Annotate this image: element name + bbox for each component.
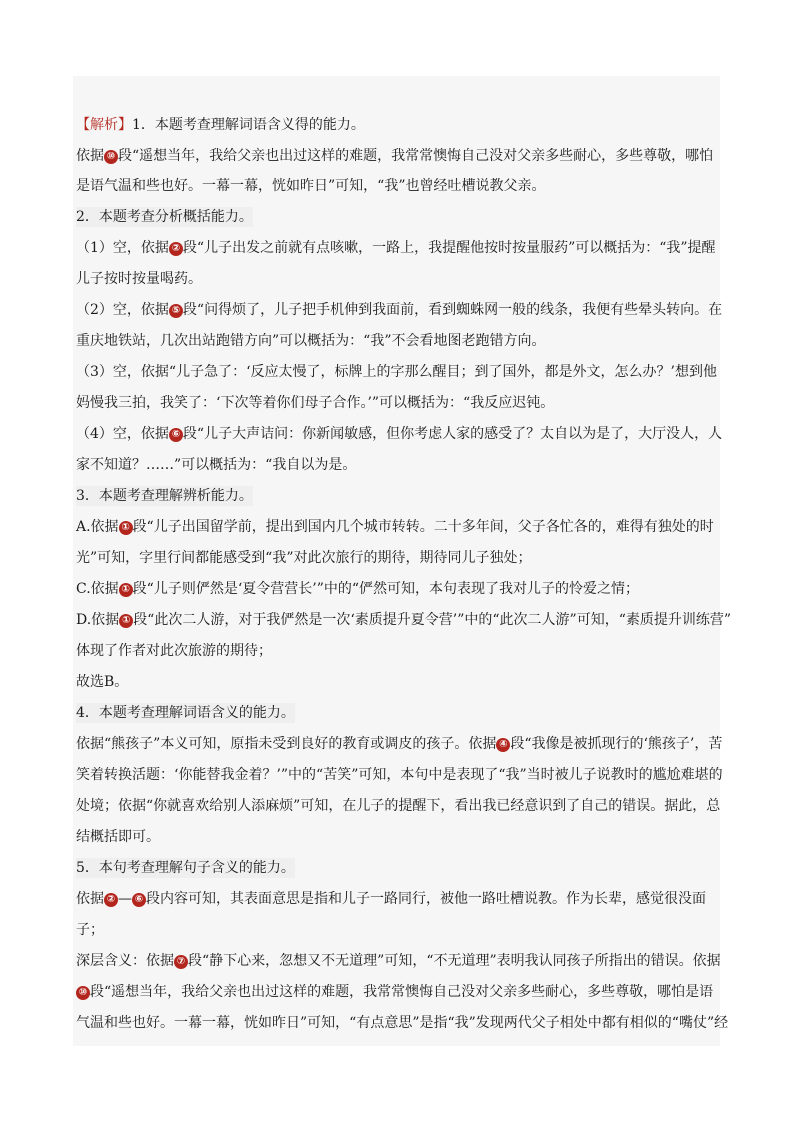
text-line — [76, 920, 104, 940]
text-line — [76, 827, 160, 847]
text-span: 儿子按时按量喝药。 — [76, 271, 202, 287]
text-span: 段“此次二人游，对于我俨然是一次‘素质提升夏令营’”中的“此次二人游”可知，“素质提升训练营” — [133, 612, 732, 628]
text-line — [76, 703, 295, 723]
text-line — [76, 146, 713, 166]
text-span: 2．本题考查分析概括能力。 — [76, 209, 253, 225]
text-line — [76, 207, 253, 227]
text-span: 重庆地铁站，几次出站跑错方向”可以概括为：“我”不会看地图老跑错方向。 — [76, 333, 546, 349]
paragraph-number: ⑥ — [132, 893, 146, 907]
text-span: 段“遥想当年，我给父亲也出过这样的难题，我常常懊悔自己没对父亲多些耐心，多些尊敬，哪怕是语 — [90, 984, 714, 1000]
text-span: 段“儿子出发之前就有点咳嗽，一路上，我提醒他按时按量服药”可以概括为：“我”提醒 — [182, 240, 716, 256]
text-line — [76, 548, 531, 568]
text-span: 3．本题考查理解辨析能力。 — [76, 488, 253, 504]
text-span: 结概括即可。 — [76, 829, 160, 845]
text-span: — — [118, 891, 132, 907]
text-span: 光”可知，字里行间都能感受到“我”对此次旅行的期待，期待同儿子独处； — [76, 550, 532, 566]
text-span: （2）空，依据 — [76, 302, 169, 318]
text-line — [76, 889, 706, 909]
text-span: 段“我像是被抓现行的‘熊孩子’，苦 — [510, 736, 723, 752]
text-span: C.依据 — [76, 581, 119, 597]
text-span: 依据 — [76, 891, 104, 907]
text-line — [76, 982, 713, 1002]
text-span: 故选B。 — [76, 674, 129, 690]
text-span: 段“遥想当年，我给父亲也出过这样的难题，我常常懊悔自己没对父亲多些耐心，多些尊敬，哪怕 — [118, 148, 714, 164]
paragraph-number: ② — [169, 242, 183, 256]
paragraph-number: ④ — [496, 738, 510, 752]
text-line — [76, 672, 128, 692]
paragraph-number: ⑤ — [169, 304, 183, 318]
text-line — [76, 424, 722, 444]
text-span: 依据 — [76, 148, 104, 164]
text-line — [76, 641, 272, 661]
paragraph-number: ⑦ — [174, 955, 188, 969]
text-span: 5．本句考查理解句子含义的能力。 — [76, 860, 295, 876]
paragraph-number: ⑥ — [169, 428, 183, 442]
text-span: 1．本题考查理解词语含义得的能力。 — [132, 117, 365, 133]
text-span: 4．本题考查理解词语含义的能力。 — [76, 705, 295, 721]
text-span: 段“问得烦了，儿子把手机伸到我面前，看到蜘蛛网一般的线条，我便有些晕头转向。在 — [182, 302, 723, 318]
text-line — [76, 858, 295, 878]
text-span: 深层含义：依据 — [76, 953, 174, 969]
text-span: 依据“熊孩子”本义可知，原指未受到良好的教育或调皮的孩子。依据 — [76, 736, 497, 752]
text-span: 段“儿子则俨然是‘夏令营营长’”中的“俨然可知，本句表现了我对儿子的怜爱之情； — [132, 581, 640, 597]
text-span: 妈慢我三拍，我笑了：‘下次等着你们母子合作。’”可以概括为：“我反应迟钝。 — [76, 395, 555, 411]
text-span: 笑着转换活题：‘你能替我金着？’”中的“苦笑”可知，本句中是表现了“我”当时被儿子说教时的尴尬难堪的 — [76, 767, 723, 783]
text-span: 子； — [76, 922, 104, 938]
paragraph-number: ② — [104, 893, 118, 907]
text-span: 段内容可知，其表面意思是指和儿子一路同行，被他一路吐槽说教。作为长辈，感觉很没面 — [146, 891, 706, 907]
text-line — [76, 393, 554, 413]
text-span: 体现了作者对此次旅游的期待； — [76, 643, 272, 659]
text-line — [76, 300, 722, 320]
text-span: D.依据 — [76, 612, 120, 628]
paragraph-number: ⑩ — [104, 150, 118, 164]
text-line — [76, 269, 202, 289]
text-line — [76, 951, 721, 971]
text-span: 是语气温和些也好。一幕一幕，恍如昨日”可知，“我”也曾经吐槽说教父亲。 — [76, 178, 546, 194]
text-span: 段“儿子出国留学前，提出到国内几个城市转转。二十多年间，父子各忙各的，难得有独处的时 — [132, 519, 714, 535]
text-line — [76, 331, 545, 351]
text-line — [76, 176, 545, 196]
paragraph-number: ① — [119, 521, 133, 535]
text-line — [76, 238, 716, 258]
text-line — [76, 734, 722, 754]
text-span: A.依据 — [76, 519, 119, 535]
text-line — [76, 796, 720, 816]
section-label: 【解析】 — [76, 117, 132, 133]
text-line — [76, 1013, 728, 1033]
paragraph-number: ① — [119, 614, 133, 628]
text-line — [76, 115, 365, 135]
text-line — [76, 579, 639, 599]
text-span: （4）空，依据 — [76, 426, 169, 442]
paragraph-number: ⑩ — [76, 986, 90, 1000]
text-span: 家不知道？……”可以概括为：“我自以为是。 — [76, 457, 357, 473]
text-line — [76, 517, 714, 537]
paragraph-number: ① — [119, 583, 133, 597]
text-line — [76, 362, 717, 382]
text-span: （3）空，依据“儿子急了：‘反应太慢了，标牌上的字那么醒目；到了国外，都是外文，怎么办？’想到他 — [76, 364, 717, 380]
text-line — [76, 765, 723, 785]
text-line — [76, 610, 731, 630]
text-line — [76, 486, 253, 506]
text-line — [76, 455, 356, 475]
text-span: 段“静下心来，忽想又不无道理”可知，“不无道理”表明我认同孩子所指出的错误。依据 — [188, 953, 721, 969]
text-span: 气温和些也好。一幕一幕，恍如昨日”可知，“有点意思”是指“我”发现两代父子相处中都有相似的“嘴仗”经 — [76, 1015, 729, 1031]
text-span: 段“儿子大声诘问：你新闻敏感，但你考虑人家的感受了？太自以为是了，大厅没人，人 — [182, 426, 723, 442]
text-span: （1）空，依据 — [76, 240, 169, 256]
text-span: 处境；依据“你就喜欢给别人添麻烦”可知，在儿子的提醒下，看出我已经意识到了自己的错误。据此，总 — [76, 798, 721, 814]
